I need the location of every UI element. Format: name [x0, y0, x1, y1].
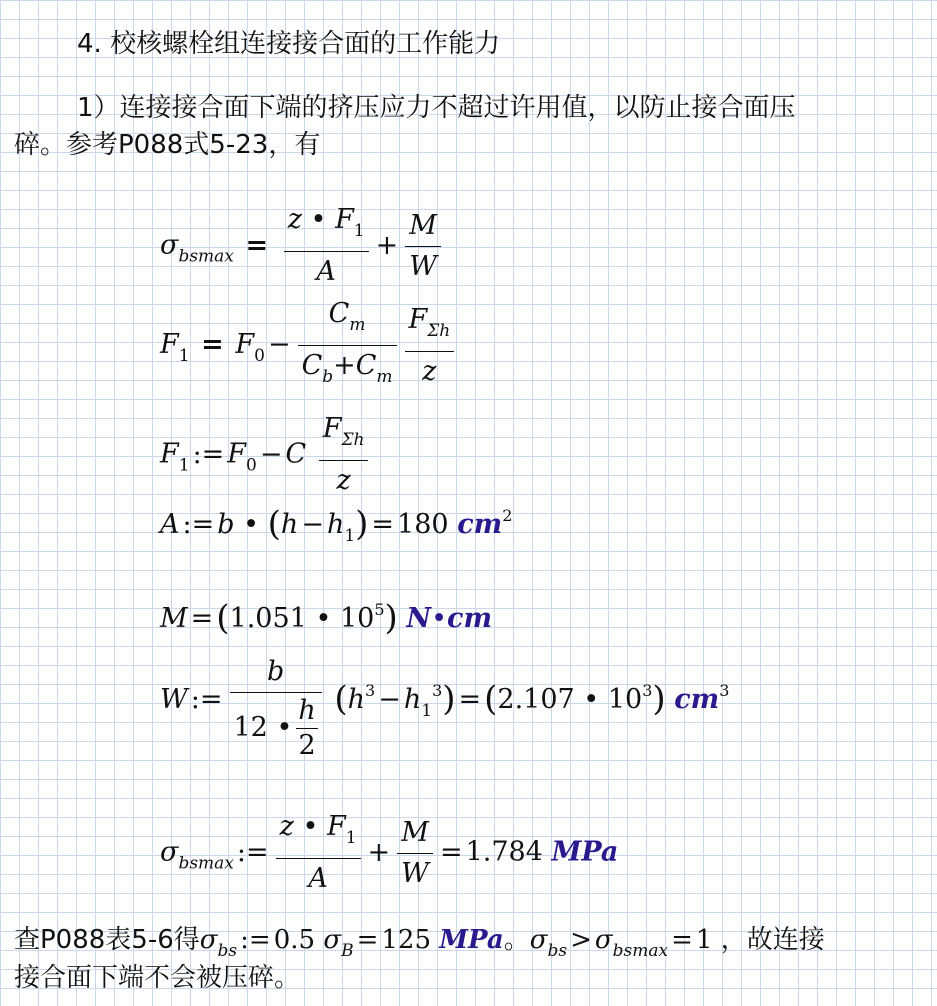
conclusion-eq2: = [671, 925, 693, 955]
eq4-eq: = [371, 509, 395, 540]
eq7-plus: + [367, 836, 391, 868]
eq5-unit-a: N [406, 603, 432, 634]
eq2-fraction-1 [298, 297, 397, 394]
equation-area: A := b • $(h - h_1) = 180$ $cm^2$ [160, 504, 513, 546]
eq4-lhs: A [160, 509, 180, 540]
conclusion-sB-sub: B [341, 941, 354, 961]
eq3-f-num-sub: Σh [341, 430, 365, 450]
eq1-fraction-2 [405, 209, 441, 284]
conclusion-eq1: = [356, 925, 379, 955]
conclusion-cmp-b-sub: bsmax [612, 941, 669, 961]
equation-moment: M =(1.051 • $10^5$) N•cm [160, 598, 493, 638]
eq1-op: = [245, 229, 269, 261]
eq6-h-sup: 3 [365, 681, 376, 700]
eq3-minus: − [259, 438, 283, 470]
eq5-eq: = [190, 603, 214, 634]
eq6-f-den-den: 2 [298, 730, 316, 761]
eq5-lhs: M [160, 603, 188, 634]
eq3-f-den: z [336, 465, 351, 496]
eq7-lhs-sub: bsmax [178, 853, 234, 874]
eq5-dot: • [315, 603, 332, 634]
eq5-unit-b: cm [447, 603, 493, 634]
eq6-dot: • [276, 712, 293, 743]
eq2-lhs-sub: 1 [178, 346, 190, 366]
conclusion-post: ，故连接 [720, 925, 825, 955]
eq1-plus: + [375, 229, 399, 261]
conclusion-cmp-val: 1 [695, 925, 713, 955]
eq7-f1-num-b: F [326, 811, 346, 842]
eq3-t2: C [285, 438, 307, 470]
eq6-mant: 2.107 [497, 684, 575, 715]
eq2-f1-den-b: C [355, 350, 377, 381]
conclusion-line-2: 接合面下端不会被压碎。 [14, 963, 301, 993]
paragraph-line-2: 碎。参考P088式5-23，有 [14, 130, 321, 160]
eq6-f-den-a: 12 [233, 712, 268, 743]
eq6-f-num: b [266, 656, 285, 687]
conclusion-sbs-sub: bs [217, 941, 238, 961]
eq2-fraction-2 [405, 303, 455, 389]
eq4-unit: cm [457, 509, 503, 540]
eq2-lhs: F [160, 329, 179, 360]
eq4-h1: h [326, 509, 345, 540]
equation-section-modulus: W := b 12 • $\frac{h}{2}$ $(h^3 - h_1^3) =(2.107$ • $10^3$) $cm^3$ [160, 656, 730, 761]
eq2-minus: − [267, 329, 291, 360]
eq7-unit: MPa [551, 836, 619, 868]
conclusion-cmp-b: σ [594, 925, 613, 955]
conclusion-cmp-a-sub: bs [547, 941, 568, 961]
eq6-unit: cm [674, 684, 720, 715]
eq3-f-num: F [322, 413, 342, 444]
eq4-value: 180 [397, 509, 449, 540]
eq6-fraction [230, 655, 322, 761]
eq2-t1: F [235, 329, 255, 360]
eq2-f1-den-a-sub: b [322, 367, 334, 387]
conclusion-pre: 查P088表5-6得 [14, 925, 200, 955]
eq7-f1-num-b-sub: 1 [345, 828, 357, 848]
eq1-f1-num-a: z [287, 204, 302, 235]
eq7-op: := [236, 836, 269, 868]
conclusion-mid: 。 [503, 925, 530, 955]
equation-bolt-force [160, 297, 458, 394]
eq2-f1-den-a: C [301, 350, 323, 381]
eq4-minus: − [301, 509, 324, 540]
eq3-lhs-sub: 1 [178, 455, 190, 476]
eq7-f2-num: M [401, 816, 429, 848]
conclusion-sB-val: 125 [381, 925, 431, 955]
eq3-t1-sub: 0 [246, 455, 257, 476]
eq3-op: := [192, 438, 225, 470]
conclusion-unit: MPa [439, 925, 504, 955]
eq2-f1-den-b-sub: m [376, 367, 393, 387]
equation-stress-definition [160, 203, 445, 289]
eq7-value: 1.784 [465, 836, 543, 868]
eq1-lhs-sub: bsmax [178, 246, 234, 267]
eq1-f1-num-b-sub: 1 [353, 221, 365, 241]
eq4-dot: • [243, 509, 260, 540]
eq6-h1-sub: 1 [421, 701, 433, 721]
section-heading: 4. 校核螺栓组连接接合面的工作能力 [77, 29, 501, 59]
eq7-f2-den: W [401, 857, 429, 889]
eq2-t1-sub: 0 [254, 346, 265, 366]
conclusion-op1: := [240, 925, 271, 955]
paragraph-line-1: 1）连接接合面下端的挤压应力不超过许用值，以防止接合面压 [77, 93, 796, 123]
eq6-unit-sup: 3 [719, 681, 730, 700]
eq2-f2-num-sub: Σh [427, 320, 451, 341]
eq1-f1-den: A [316, 256, 336, 287]
equation-stress-result [160, 810, 618, 896]
eq2-op: = [201, 329, 224, 360]
eq6-minus: − [378, 684, 401, 715]
eq5-exp: 5 [374, 600, 385, 619]
eq3-fraction [319, 412, 369, 498]
eq1-fraction-1 [284, 203, 369, 289]
eq6-dot2: • [583, 684, 600, 715]
eq6-exp: 3 [642, 681, 653, 700]
eq7-dot: • [302, 811, 319, 842]
conclusion-sbs: σ [199, 925, 218, 955]
eq4-h1-sub: 1 [344, 526, 356, 546]
eq1-f2-num: M [409, 209, 437, 241]
eq4-b: b [217, 509, 235, 540]
eq1-dot: • [310, 204, 327, 235]
eq7-fraction-2 [397, 816, 433, 891]
eq6-eq: = [458, 684, 482, 715]
eq6-lhs: W [160, 684, 188, 715]
conclusion-sB: σ [323, 925, 342, 955]
eq7-f1-den: A [308, 863, 328, 894]
conclusion-gt: > [570, 925, 592, 955]
eq1-lhs: σ [160, 229, 179, 261]
eq2-f1-num-sub: m [349, 315, 366, 335]
eq6-h: h [347, 684, 366, 715]
eq7-lhs: σ [160, 836, 179, 868]
eq6-inner-fraction [296, 696, 317, 761]
eq2-f1-den-plus: + [333, 350, 356, 381]
eq3-lhs: F [160, 438, 179, 470]
eq6-op: := [190, 684, 223, 715]
eq2-f2-den: z [422, 355, 437, 387]
eq7-fraction-1 [276, 810, 361, 896]
eq5-base: 10 [339, 603, 375, 634]
eq3-t1: F [227, 438, 247, 470]
eq6-h1-sup: 3 [432, 681, 443, 700]
eq2-f2-num: F [408, 303, 428, 335]
conclusion-sbs-val: 0.5 [273, 925, 316, 955]
eq5-unit-dot: • [431, 603, 447, 634]
equation-bolt-force-assign [160, 412, 372, 498]
eq1-f1-num-b: F [335, 204, 354, 235]
eq4-unit-sup: 2 [502, 506, 513, 525]
eq1-f2-den: W [409, 250, 438, 282]
eq6-base: 10 [607, 684, 643, 715]
eq4-h: h [280, 509, 299, 540]
eq5-mant: 1.051 [229, 603, 307, 634]
eq7-f1-num-a: z [279, 811, 294, 842]
eq6-f-den-num: h [298, 695, 316, 726]
eq6-h1: h [403, 684, 422, 715]
conclusion-cmp-a: σ [529, 925, 548, 955]
eq4-op: := [182, 509, 215, 540]
eq7-eq: = [439, 836, 463, 868]
eq2-f1-num: C [328, 298, 350, 329]
